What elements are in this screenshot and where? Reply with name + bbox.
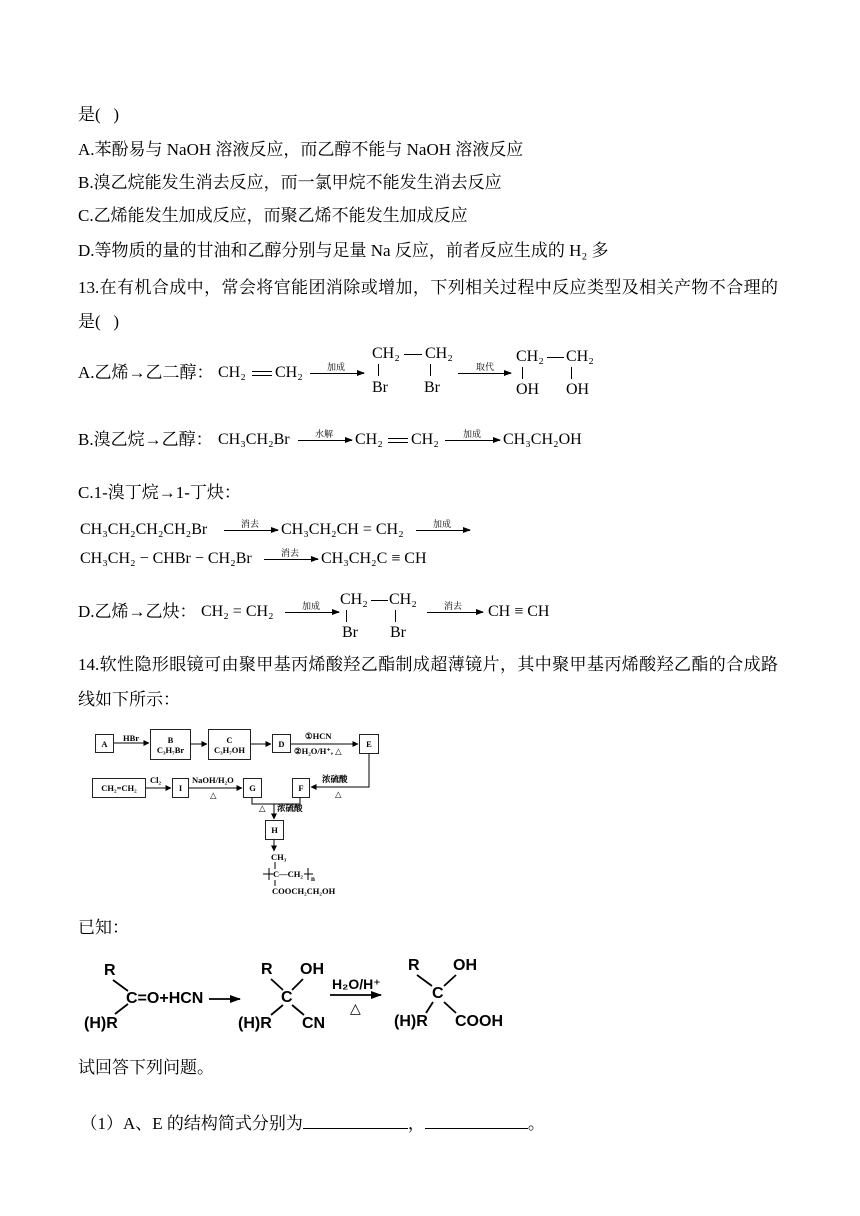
route-box-f bbox=[292, 778, 310, 798]
q14-stem: 14.软性隐形眼镜可由聚甲基丙烯酸羟乙酯制成超薄镜片，其中聚甲基丙烯酸羟乙酯的合成路 bbox=[78, 655, 778, 674]
known-r2-c: C bbox=[281, 989, 293, 1006]
known-r2-r: R bbox=[261, 961, 273, 978]
known-r2-bond-cn bbox=[292, 1005, 304, 1015]
route-box-ethylene-label: CH₂=CH₂ bbox=[101, 783, 137, 793]
q14-sub1-separator: ， bbox=[407, 1114, 425, 1133]
known-r1-main: C=O+HCN bbox=[126, 990, 204, 1007]
route-reagent-naoh: NaOH/H₂O bbox=[192, 775, 234, 785]
route-box-d bbox=[272, 734, 291, 753]
route-box-b-formula: C₃H₇Br bbox=[156, 744, 185, 755]
route-box-g-label: G bbox=[249, 783, 256, 793]
known-r3-bond-r bbox=[417, 975, 432, 986]
q13-b-intermediate-right: CH₂ bbox=[411, 431, 439, 448]
q13-a-product-vbond-1 bbox=[522, 367, 523, 379]
q13-a-intermediate-bond bbox=[404, 354, 422, 355]
route-box-i-label: I bbox=[178, 783, 183, 793]
polymer-n: n bbox=[311, 875, 315, 883]
known-r3-hr: (H)R bbox=[394, 1013, 428, 1030]
q13-d-arrow-2-label: 消去 bbox=[444, 601, 463, 611]
q13-c-arrow-3 bbox=[264, 559, 318, 560]
q14-stem-continued: 线如下所示： bbox=[78, 690, 180, 709]
q13-a-arrow-2-label: 取代 bbox=[476, 362, 495, 372]
known-r3-c: C bbox=[432, 985, 444, 1002]
route-reagent-e-f-acid: 浓硫酸 bbox=[322, 774, 348, 784]
q13-d-arrow-2 bbox=[427, 612, 483, 613]
route-reagent-hydrolysis: ②H₂O/H⁺, △ bbox=[294, 746, 342, 756]
route-box-c-formula: C₃H₇OH bbox=[213, 744, 246, 755]
q13-d-intermediate-vbond-2 bbox=[395, 610, 396, 622]
q13-stem-tail: 是( ) bbox=[78, 312, 120, 331]
q13-b-double-bond bbox=[388, 438, 408, 443]
q13-a-arrow-1 bbox=[310, 373, 364, 374]
q13-a-arrow-1-label: 加成 bbox=[327, 362, 346, 372]
route-reagent-hbr: HBr bbox=[123, 733, 140, 743]
q13-d-intermediate-right: CH₂ bbox=[389, 591, 417, 608]
q13-c-reactant: CH₃CH₂CH₂CH₂Br bbox=[80, 521, 208, 538]
polymer-ester: COOCH₂CH₂OH bbox=[272, 886, 336, 896]
route-box-g bbox=[243, 778, 262, 798]
q13-a-intermediate-sub-2: Br bbox=[424, 379, 440, 396]
q13-b-arrow-2 bbox=[445, 440, 500, 441]
q13-b-intermediate-left: CH₂ bbox=[355, 431, 383, 448]
route-box-a-label: A bbox=[101, 738, 108, 749]
q13-d-intermediate-vbond-1 bbox=[346, 610, 347, 622]
route-box-ethylene bbox=[92, 778, 146, 798]
q13-a-product-bond bbox=[547, 357, 564, 358]
q13-a-intermediate-vbond-2 bbox=[430, 364, 431, 376]
known-condition-top: H₂O/H⁺ bbox=[332, 976, 381, 992]
q14-sub1-prefix: （1）A、E 的结构简式分别为 bbox=[80, 1114, 303, 1133]
route-reagent-gf-h-acid: 浓硫酸 bbox=[277, 803, 303, 813]
known-r3-bond-cooh bbox=[444, 1002, 456, 1013]
q13-c-arrow-2-label: 加成 bbox=[433, 519, 452, 529]
q13-a-intermediate-left: CH₂ bbox=[372, 345, 400, 362]
q13-a-product-vbond-2 bbox=[571, 367, 572, 379]
route-reagent-e-f-heat: △ bbox=[335, 789, 342, 799]
route-reagent-hcn: ①HCN bbox=[305, 731, 332, 741]
q13-c-arrow-2 bbox=[416, 530, 470, 531]
known-r3-oh: OH bbox=[453, 957, 477, 974]
known-r2-bond-oh bbox=[292, 979, 303, 990]
polymer-methyl: CH₃ bbox=[271, 852, 287, 862]
q13-c-arrow-1 bbox=[224, 530, 278, 531]
q13-d-intermediate-sub-2: Br bbox=[390, 624, 406, 641]
q13-d-reactant: CH₂ = CH₂ bbox=[201, 603, 274, 620]
known-r3-bond-hr bbox=[426, 1002, 433, 1013]
route-box-d-label: D bbox=[278, 738, 285, 749]
route-box-e-label: E bbox=[366, 739, 372, 749]
answer-blank-e bbox=[425, 1113, 528, 1129]
known-r2-oh: OH bbox=[300, 961, 324, 978]
q13-d-intermediate-bond bbox=[371, 600, 388, 601]
q13-c-arrow-1-label: 消去 bbox=[241, 519, 260, 529]
known-condition-bottom: △ bbox=[350, 1000, 361, 1016]
q13-b-arrow-1-label: 水解 bbox=[315, 429, 334, 439]
q13-b-arrow-2-label: 加成 bbox=[463, 429, 482, 439]
q12-option-a: A.苯酚易与 NaOH 溶液反应，而乙醇不能与 NaOH 溶液反应 bbox=[78, 140, 524, 159]
q13-c-product: CH₃CH₂C ≡ CH bbox=[321, 550, 427, 567]
q13-b-arrow-1 bbox=[298, 440, 352, 441]
q13-a-product-left: CH₂ bbox=[516, 348, 544, 365]
q12-option-c: C.乙烯能发生加成反应，而聚乙烯不能发生加成反应 bbox=[78, 206, 468, 225]
q12-stem-tail: 是( ) bbox=[78, 105, 120, 124]
q14-sub1-end: 。 bbox=[527, 1114, 545, 1133]
route-box-a bbox=[95, 734, 114, 753]
polymer-backbone: C—CH₂ bbox=[273, 869, 303, 879]
q13-a-intermediate-vbond-1 bbox=[378, 364, 379, 376]
q13-b-reactant: CH₃CH₂Br bbox=[218, 431, 290, 448]
known-r3-bond-oh bbox=[444, 975, 456, 986]
route-box-i bbox=[172, 778, 189, 798]
known-r1-hr: (H)R bbox=[84, 1015, 118, 1032]
q14-instruction: 试回答下列问题。 bbox=[78, 1058, 214, 1077]
q12-option-b: B.溴乙烷能发生消去反应，而一氯甲烷不能发生消去反应 bbox=[78, 173, 502, 192]
known-r2-cn: CN bbox=[302, 1015, 326, 1032]
q13-c-arrow-3-label: 消去 bbox=[281, 548, 300, 558]
q13-d-intermediate-left: CH₂ bbox=[340, 591, 368, 608]
route-box-b-label: B bbox=[167, 734, 174, 745]
q14-subquestion-1 bbox=[72, 1093, 545, 1134]
q13-a-reactant-left: CH₂ bbox=[218, 364, 246, 381]
route-box-b bbox=[150, 729, 191, 760]
known-r3-r: R bbox=[408, 957, 420, 974]
route-box-c bbox=[208, 729, 251, 760]
q13-d-arrow-1-label: 加成 bbox=[302, 601, 321, 611]
route-reagent-i-g-heat: △ bbox=[210, 790, 217, 800]
route-box-h-label: H bbox=[271, 825, 278, 835]
q13-c-intermediate-1: CH₃CH₂CH = CH₂ bbox=[281, 521, 404, 538]
q13-b-product: CH₃CH₂OH bbox=[503, 431, 582, 448]
q13-a-intermediate-right: CH₂ bbox=[425, 345, 453, 362]
q13-a-product-sub-1: OH bbox=[516, 381, 540, 398]
q13-option-b-label: B.溴乙烷→乙醇： bbox=[78, 430, 213, 449]
q13-d-product: CH ≡ CH bbox=[488, 603, 550, 620]
route-box-e bbox=[359, 734, 379, 754]
q13-a-arrow-2 bbox=[458, 373, 511, 374]
known-r2-hr: (H)R bbox=[238, 1015, 272, 1032]
q13-stem: 13.在有机合成中，常会将官能团消除或增加，下列相关过程中反应类型及相关产物不合理的 bbox=[78, 278, 778, 297]
route-reagent-cl2: Cl₂ bbox=[150, 775, 162, 785]
q13-a-reactant-right: CH₂ bbox=[275, 364, 303, 381]
known-label: 已知： bbox=[78, 918, 129, 937]
q12-option-d: D.等物质的量的甘油和乙醇分别与足量 Na 反应，前者反应生成的 H₂ 多 bbox=[78, 241, 609, 260]
q13-d-intermediate-sub-1: Br bbox=[342, 624, 358, 641]
answer-blank-a bbox=[303, 1113, 408, 1129]
q13-a-intermediate-sub-1: Br bbox=[372, 379, 388, 396]
route-box-f-label: F bbox=[298, 783, 304, 793]
route-box-h bbox=[265, 820, 284, 840]
q13-a-double-bond bbox=[252, 371, 272, 376]
known-r3-cooh: COOH bbox=[455, 1013, 503, 1030]
known-r1-r: R bbox=[104, 962, 116, 979]
q13-option-a-label: A.乙烯→乙二醇： bbox=[78, 363, 214, 382]
q13-c-intermediate-2: CH₃CH₂ − CHBr − CH₂Br bbox=[80, 550, 252, 567]
q13-option-d-label: D.乙烯→乙炔： bbox=[78, 602, 197, 621]
q13-d-arrow-1 bbox=[285, 612, 339, 613]
route-reagent-gf-h-heat: △ bbox=[259, 803, 266, 813]
q13-a-product-right: CH₂ bbox=[566, 348, 594, 365]
route-box-c-label: C bbox=[226, 734, 233, 745]
q13-a-product-sub-2: OH bbox=[566, 381, 590, 398]
q13-option-c-label: C.1-溴丁烷→1-丁炔： bbox=[78, 483, 241, 502]
